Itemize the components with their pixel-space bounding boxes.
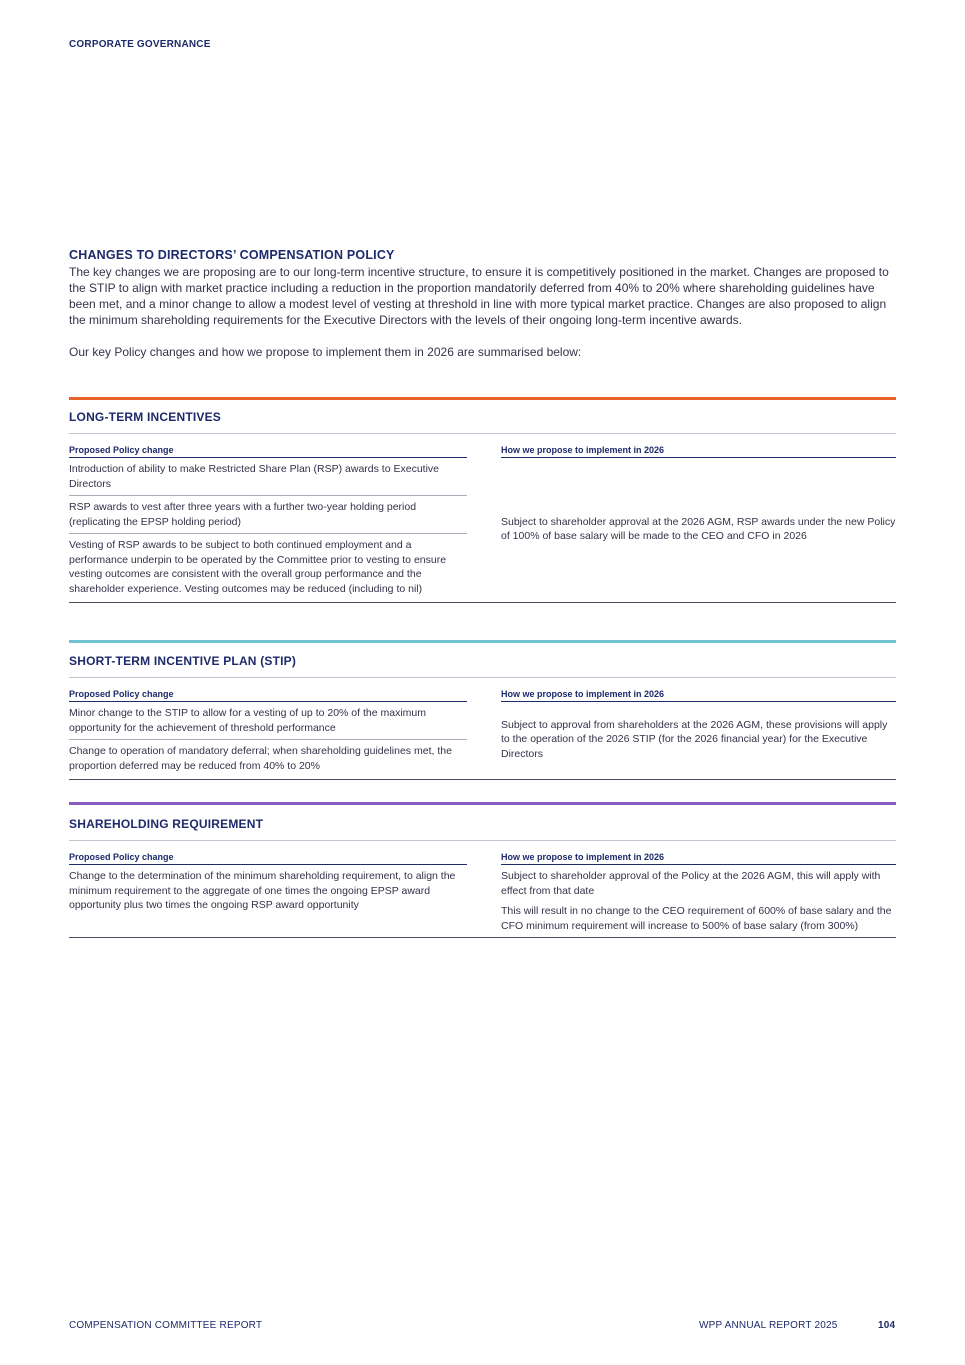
policy-change-row: Introduction of ability to make Restricted Share Plan (RSP) awards to Executive Directors — [69, 458, 467, 496]
column-header-right: How we propose to implement in 2026 — [501, 445, 896, 458]
footer-report-title: WPP ANNUAL REPORT 2025 — [699, 1320, 838, 1331]
footer-section-title: COMPENSATION COMMITTEE REPORT — [69, 1320, 263, 1331]
column-header-left: Proposed Policy change — [69, 689, 467, 702]
divider — [69, 433, 896, 434]
lti-accent-bar — [69, 397, 896, 400]
intro-paragraph: The key changes we are proposing are to our long-term incentive structure, to ensure it is competitively positioned in the market. Changes are proposed to the STIP to align with market practice including a reduction in the proportion mandatorily deferred from 40% to 20% where shareholding guidelines have been met, and a minor change to allow a modest level of vesting at threshold in line with more typical market practice. Changes are also proposed to align the minimum shareholding requirements for the Executive Directors with the levels of their ongoing long-term incentive awards. — [69, 265, 889, 327]
policy-change-row: Minor change to the STIP to allow for a vesting of up to 20% of the maximum opportunity for the achievement of threshold performance — [69, 702, 467, 740]
implementation-cell — [501, 458, 896, 600]
table-bottom-rule — [69, 937, 896, 938]
shareholding-block — [69, 802, 896, 938]
column-header-right: How we propose to implement in 2026 — [501, 852, 896, 865]
shareholding-title: SHAREHOLDING REQUIREMENT — [69, 817, 264, 831]
implementation-text: Subject to approval from shareholders at the 2026 AGM, these provisions will apply to the operation of the 2026 STIP (for the 2026 financial year) for the Executive Directors — [501, 718, 888, 760]
policy-change-row: Change to the determination of the minimum shareholding requirement, to align the minimum requirement to the aggregate of one times the ongoing EPSP award opportunity plus two times the ongoing RSP award opportunity — [69, 870, 456, 911]
page-number: 104 — [878, 1320, 896, 1331]
shareholding-accent-bar — [69, 802, 896, 805]
section-label: CORPORATE GOVERNANCE — [69, 39, 211, 50]
divider — [69, 677, 896, 678]
intro-title: CHANGES TO DIRECTORS’ COMPENSATION POLICY — [69, 248, 395, 262]
stip-accent-bar — [69, 640, 896, 643]
intro-section — [69, 248, 899, 360]
column-header-left: Proposed Policy change — [69, 445, 467, 458]
implementation-text: This will result in no change to the CEO requirement of 600% of base salary and the CFO minimum requirement will increase to 500% of base salary (from 300%) — [501, 905, 892, 932]
stip-title: SHORT-TERM INCENTIVE PLAN (STIP) — [69, 654, 297, 668]
column-header-right: How we propose to implement in 2026 — [501, 689, 896, 702]
intro-summary: Our key Policy changes and how we propose to implement them in 2026 are summarised below: — [69, 345, 582, 359]
policy-change-row: Change to operation of mandatory deferral; when shareholding guidelines met, the proportion deferred may be reduced from 40% to 20% — [69, 745, 452, 772]
table-bottom-rule — [69, 779, 896, 780]
implementation-cell — [501, 702, 896, 777]
lti-block — [69, 397, 896, 603]
stip-block — [69, 640, 896, 780]
implementation-text: Subject to shareholder approval at the 2026 AGM, RSP awards under the new Policy of 100% of base salary will be made to the CEO and CFO in 2026 — [501, 515, 896, 542]
table-bottom-rule — [69, 602, 896, 603]
policy-change-row: Vesting of RSP awards to be subject to both continued employment and a performance underpin to be operated by the Committee prior to vesting to ensure vesting outcomes are consistent with the overall group performance and the shareholder experience. Vesting outcomes may be reduced (including to nil) — [69, 539, 447, 595]
lti-title: LONG-TERM INCENTIVES — [69, 410, 222, 424]
implementation-text: Subject to shareholder approval of the Policy at the 2026 AGM, this will apply with effect from that date — [501, 870, 881, 897]
policy-change-row: RSP awards to vest after three years with a further two-year holding period (replicating the EPSP holding period) — [69, 496, 467, 534]
column-header-left: Proposed Policy change — [69, 852, 467, 865]
divider — [69, 840, 896, 841]
